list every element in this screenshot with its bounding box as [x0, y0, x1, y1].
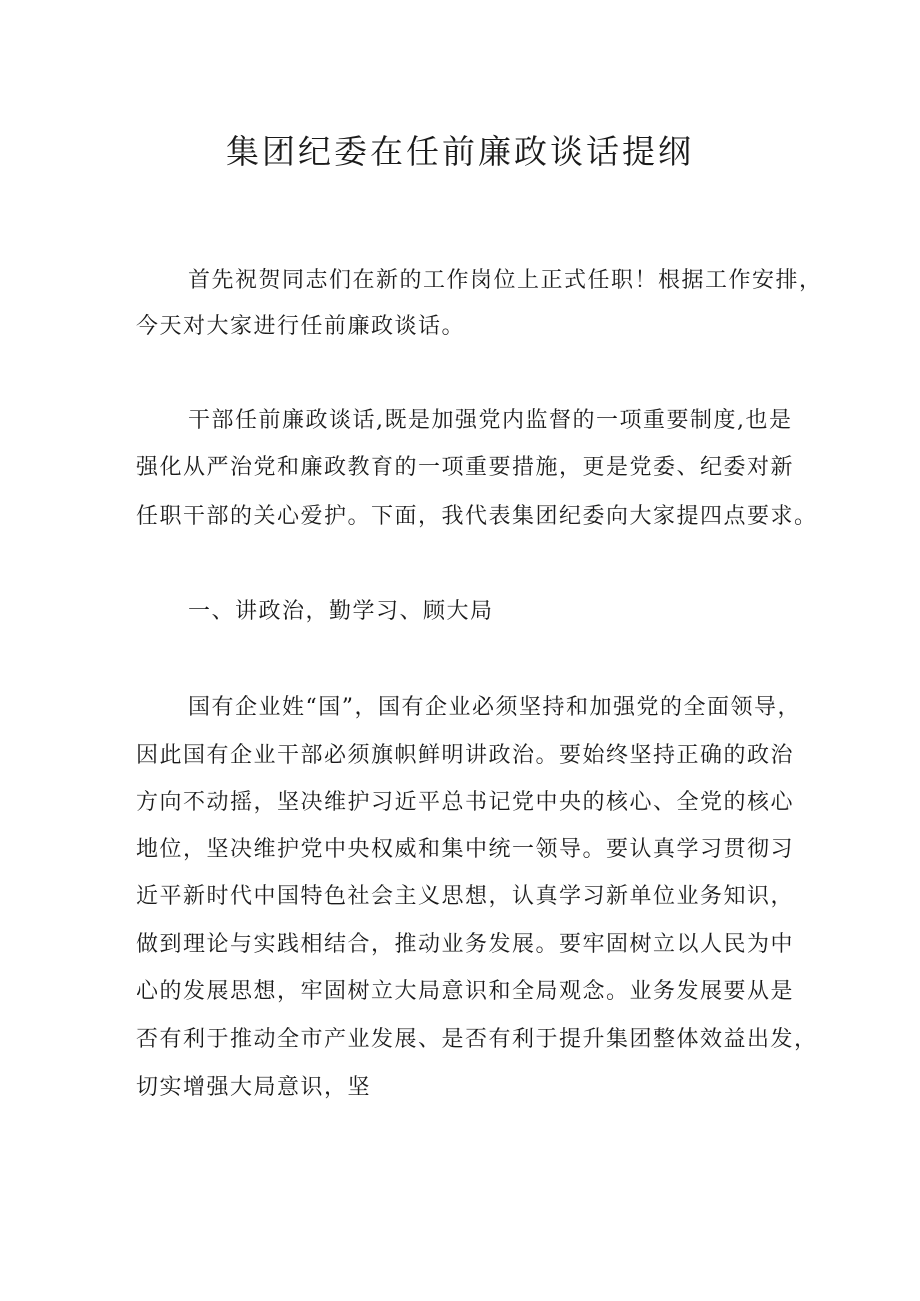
paragraph-2-line-3: 任职干部的关心爱护。下面，我代表集团纪委向大家提四点要求。 — [136, 504, 818, 529]
paragraph-4-line-4: 地位，坚决维护党中央权威和集中统一领导。要认真学习贯彻习 — [136, 837, 795, 862]
paragraph-4-line-6: 做到理论与实践相结合，推动业务发展。要牢固树立以人民为中 — [136, 932, 795, 957]
paragraph-4-line-3: 方向不动摇，坚决维护习近平总书记党中央的核心、全党的核心 — [136, 790, 795, 815]
paragraph-4-line-9: 切实增强大局意识，坚 — [136, 1075, 372, 1100]
paragraph-1-line-2: 今天对大家进行任前廉政谈话。 — [136, 314, 466, 339]
paragraph-2-line-2: 强化从严治党和廉政教育的一项重要措施，更是党委、纪委对新 — [136, 455, 795, 480]
section-heading-1: 一、讲政治，勤学习、顾大局 — [188, 599, 494, 624]
paragraph-4-line-1: 国有企业姓“国”，国有企业必须坚持和加强党的全面领导， — [188, 695, 801, 720]
paragraph-1-line-1: 首先祝贺同志们在新的工作岗位上正式任职！根据工作安排， — [188, 268, 823, 293]
document-title: 集团纪委在任前廉政谈话提纲 — [226, 132, 694, 171]
paragraph-4-line-5: 近平新时代中国特色社会主义思想，认真学习新单位业务知识， — [136, 884, 795, 909]
paragraph-4-line-7: 心的发展思想，牢固树立大局意识和全局观念。业务发展要从是 — [136, 979, 795, 1004]
paragraph-4-line-8: 否有利于推动全市产业发展、是否有利于提升集团整体效益出发， — [136, 1027, 818, 1052]
paragraph-4-line-2: 因此国有企业干部必须旗帜鲜明讲政治。要始终坚持正确的政治 — [136, 743, 795, 768]
paragraph-2-line-1: 干部任前廉政谈话,既是加强党内监督的一项重要制度,也是 — [188, 408, 793, 433]
